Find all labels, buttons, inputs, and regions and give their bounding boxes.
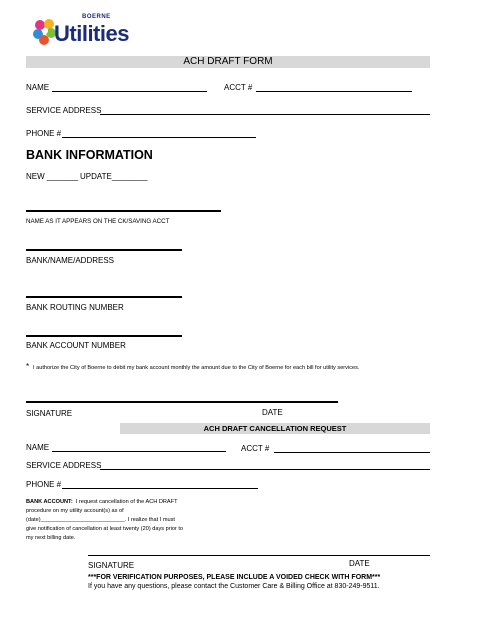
cancel-name-label: NAME (26, 443, 50, 452)
bank-name-address-label: BANK/NAME/ADDRESS (26, 256, 115, 265)
cancel-signature-label: SIGNATURE (88, 561, 135, 570)
name-as-appears-label: NAME AS IT APPEARS ON THE CK/SAVING ACCT (26, 218, 170, 225)
cancel-acct-field[interactable] (274, 452, 430, 453)
acct-field[interactable] (256, 91, 412, 92)
verification-note: ***FOR VERIFICATION PURPOSES, PLEASE INCLUDE A VOIDED CHECK WITH FORM*** (88, 574, 381, 581)
asterisk-mark: * (26, 362, 30, 371)
name-field[interactable] (52, 91, 207, 92)
para-line-2: procedure on my utility account(s) as of (26, 508, 124, 514)
authorization-text: I authorize the City of Boerne to debit my bank account monthly the amount due to the City of Boerne for each bill for utility services. (33, 365, 360, 371)
service-address-field[interactable] (100, 114, 430, 115)
cancellation-heading: ACH DRAFT CANCELLATION REQUEST (120, 423, 430, 434)
phone-field[interactable] (62, 137, 256, 138)
para-line-3: (date)___________________________. I realize that I must (26, 517, 175, 523)
para-line-4: give notification of cancellation at least twenty (20) days prior to (26, 526, 184, 532)
cancellation-paragraph (26, 498, 183, 543)
cancel-phone-label: PHONE # (26, 480, 62, 489)
account-number-label: BANK ACCOUNT NUMBER (26, 341, 126, 350)
account-number-field[interactable] (26, 335, 182, 337)
routing-number-label: BANK ROUTING NUMBER (26, 303, 124, 312)
signature-label: SIGNATURE (26, 409, 73, 418)
cancel-phone-field[interactable] (62, 488, 258, 489)
cancel-signature-field[interactable] (88, 555, 430, 556)
phone-label: PHONE # (26, 129, 62, 138)
routing-number-field[interactable] (26, 296, 182, 298)
cancel-acct-label: ACCT # (241, 444, 270, 453)
bank-name-address-field[interactable] (26, 249, 182, 251)
cancel-service-address-field[interactable] (100, 469, 430, 470)
contact-note: If you have any questions, please contact the Customer Care & Billing Office at 830-249-9511. (88, 583, 380, 590)
acct-label: ACCT # (224, 83, 253, 92)
service-address-label: SERVICE ADDRESS (26, 106, 102, 115)
update-option[interactable]: UPDATE________ (80, 172, 148, 181)
form-title: ACH DRAFT FORM (26, 56, 430, 68)
para-line-1: I request cancellation of the ACH DRAFT (75, 499, 178, 505)
new-option[interactable]: NEW _______ (26, 172, 79, 181)
account-holder-name-field[interactable] (26, 210, 221, 212)
cancel-service-address-label: SERVICE ADDRESS (26, 461, 102, 470)
logo-wordmark: Utilities (54, 21, 129, 46)
para-line-5: my next billing date. (26, 535, 76, 541)
logo-top-text: BOERNE (82, 14, 111, 20)
date-label: DATE (262, 408, 283, 417)
signature-field[interactable] (26, 401, 338, 403)
bank-information-heading: BANK INFORMATION (26, 148, 153, 162)
bank-account-label: BANK ACCOUNT: (26, 499, 73, 505)
boerne-utilities-logo (32, 14, 132, 54)
cancel-date-label: DATE (349, 559, 370, 568)
name-label: NAME (26, 83, 50, 92)
cancel-name-field[interactable] (52, 451, 226, 452)
